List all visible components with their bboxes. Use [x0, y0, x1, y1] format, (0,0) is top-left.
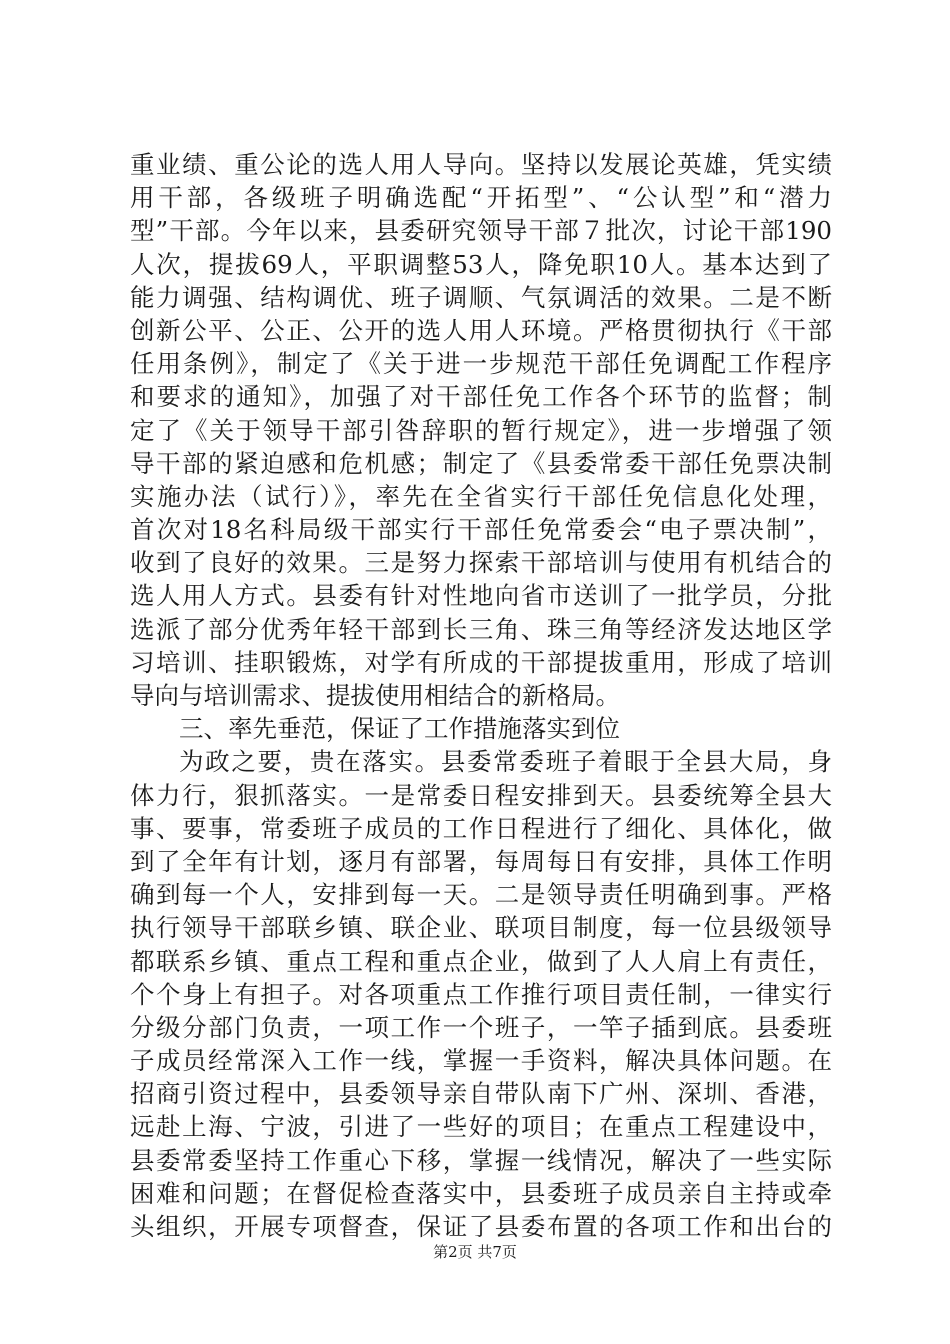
text-line: 确到每一个人，安排到每一天。二是领导责任明确到事。严格 — [130, 880, 832, 910]
text-line: 能力调强、结构调优、班子调顺、气氛调活的效果。二是不断 — [130, 282, 832, 312]
text-line: 任用条例》，制定了《关于进一步规范干部任免调配工作程序 — [130, 349, 832, 379]
text-line: 远赴上海、宁波，引进了一些好的项目；在重点工程建设中， — [130, 1112, 832, 1142]
text-line: 困难和问题；在督促检查落实中，县委班子成员亲自主持或牵 — [130, 1178, 832, 1208]
text-line: 事、要事，常委班子成员的工作日程进行了细化、具体化，做 — [130, 813, 832, 843]
section-heading: 三、率先垂范，保证了工作措施落实到位 — [179, 714, 620, 744]
text-line: 招商引资过程中，县委领导亲自带队南下广州、深圳、香港， — [130, 1079, 832, 1109]
text-line: 定了《关于领导干部引咎辞职的暂行规定》，进一步增强了领 — [130, 415, 832, 445]
text-line: 个个身上有担子。对各项重点工作推行项目责任制，一律实行 — [130, 979, 832, 1009]
text-line: 重业绩、重公论的选人用人导向。坚持以发展论英雄，凭实绩 — [130, 150, 832, 179]
text-line: 都联系乡镇、重点工程和重点企业，做到了人人肩上有责任， — [130, 946, 832, 976]
text-line: 首次对18名科局级干部实行干部任免常委会“电子票决制”， — [130, 515, 832, 545]
text-line: 头组织，开展专项督查，保证了县委布置的各项工作和出台的 — [130, 1212, 832, 1241]
text-line: 为政之要，贵在落实。县委常委班子着眼于全县大局，身 — [179, 747, 832, 777]
text-line: 执行领导干部联乡镇、联企业、联项目制度，每一位县级领导 — [130, 913, 832, 943]
text-line: 习培训、挂职锻炼，对学有所成的干部提拔重用，形成了培训 — [130, 647, 832, 677]
text-line: 型”干部。今年以来，县委研究领导干部７批次，讨论干部190 — [130, 216, 832, 246]
page-footer — [0, 1241, 950, 1262]
text-line: 创新公平、公正、公开的选人用人环境。严格贯彻执行《干部 — [130, 315, 832, 345]
text-line: 实施办法（试行）》，率先在全省实行干部任免信息化处理， — [130, 481, 832, 511]
text-line: 分级分部门负责，一项工作一个班子，一竿子插到底。县委班 — [130, 1012, 832, 1042]
text-line: 导向与培训需求、提拔使用相结合的新格局。 — [130, 681, 620, 710]
text-line: 子成员经常深入工作一线，掌握一手资料，解决具体问题。在 — [130, 1046, 832, 1076]
text-line: 收到了良好的效果。三是努力探索干部培训与使用有机结合的 — [130, 548, 832, 578]
text-line: 县委常委坚持工作重心下移，掌握一线情况，解决了一些实际 — [130, 1145, 832, 1175]
text-line: 体力行，狠抓落实。一是常委日程安排到天。县委统筹全县大 — [130, 780, 832, 810]
text-line: 选人用人方式。县委有针对性地向省市送训了一批学员，分批 — [130, 581, 832, 611]
text-line: 用干部，各级班子明确选配“开拓型”、“公认型”和“潜力 — [130, 183, 832, 213]
body-text — [130, 148, 832, 1243]
text-line: 人次，提拔69人，平职调整53人，降免职10人。基本达到了 — [130, 249, 832, 279]
text-line: 和要求的通知》，加强了对干部任免工作各个环节的监督；制 — [130, 382, 832, 412]
text-line: 导干部的紧迫感和危机感；制定了《县委常委干部任免票决制 — [130, 448, 832, 478]
text-line: 选派了部分优秀年轻干部到长三角、珠三角等经济发达地区学 — [130, 614, 832, 644]
page-indicator: 第2页 共7页 — [433, 1243, 517, 1261]
text-line: 到了全年有计划，逐月有部署，每周每日有安排，具体工作明 — [130, 846, 832, 876]
